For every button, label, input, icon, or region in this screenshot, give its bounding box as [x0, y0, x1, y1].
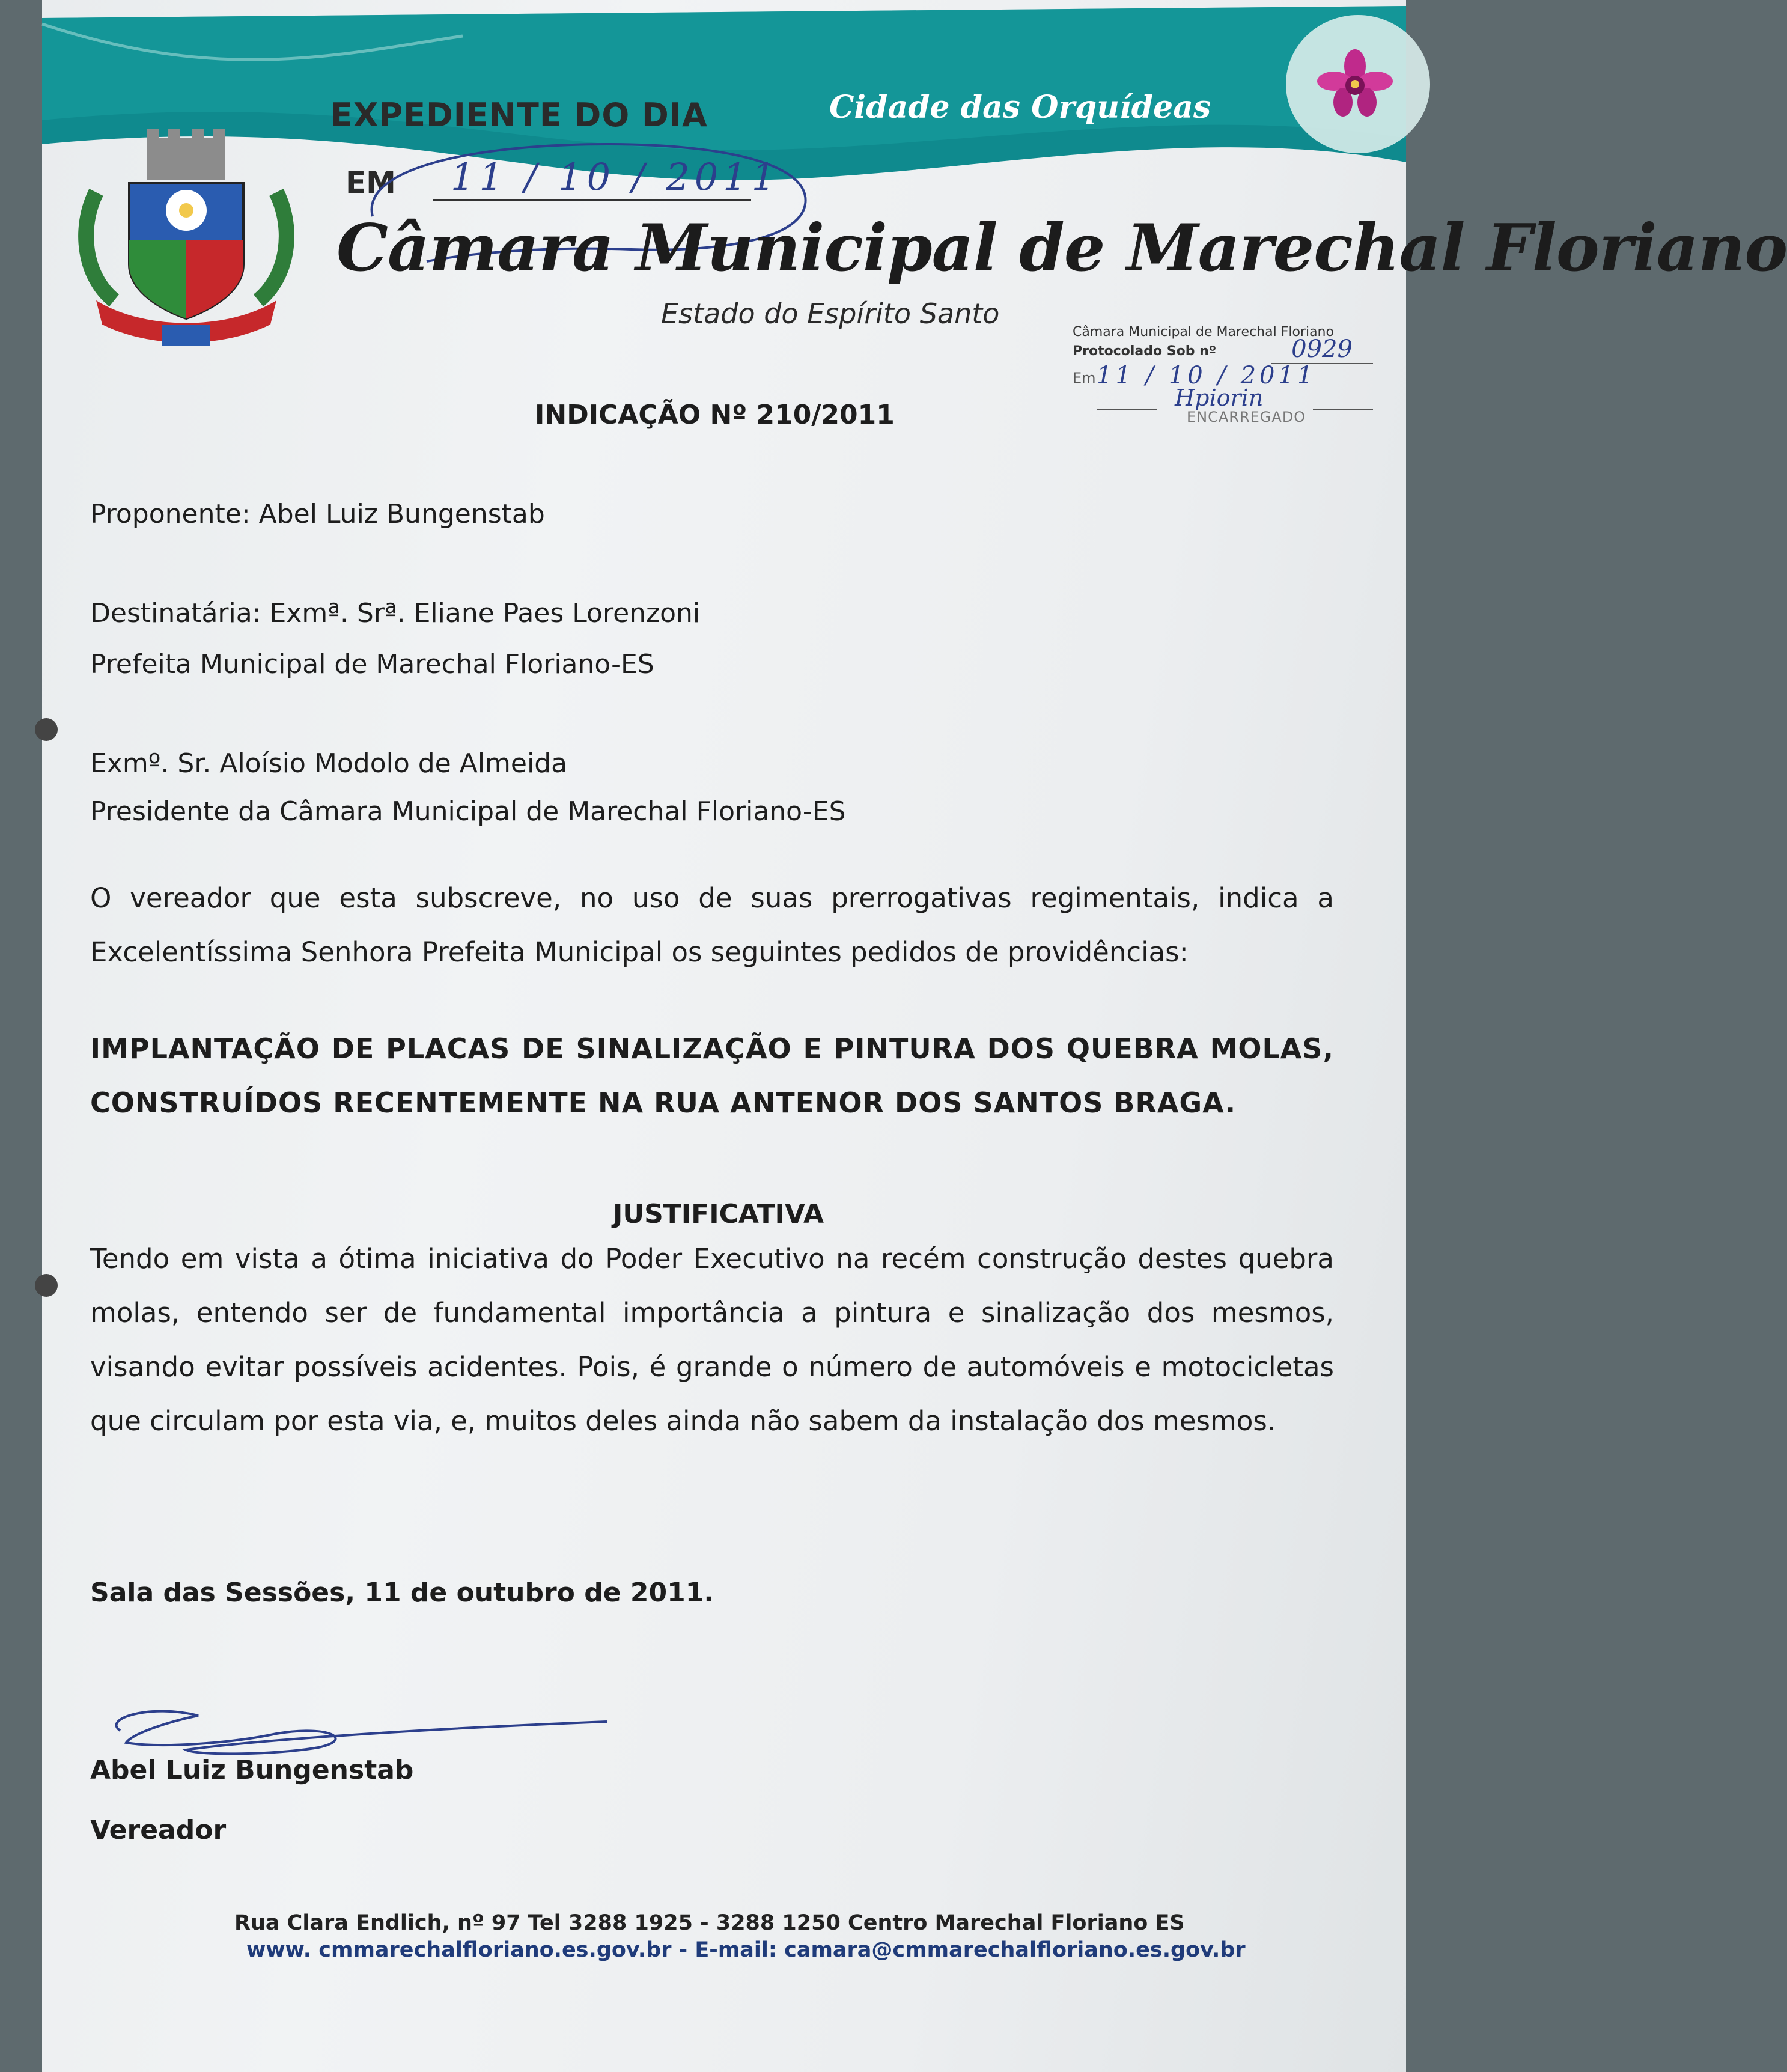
signer-name: Abel Luiz Bungenstab	[90, 1755, 414, 1785]
stamp-protocol-label: Protocolado Sob nº	[1073, 344, 1217, 359]
recipient-1-name: Destinatária: Exmª. Srª. Eliane Paes Lorenzoni	[90, 598, 701, 629]
stamp-role: ENCARREGADO	[1187, 409, 1306, 425]
request-paragraph: IMPLANTAÇÃO DE PLACAS DE SINALIZAÇÃO E PINTURA DOS QUEBRA MOLAS, CONSTRUÍDOS RECENTEMENTE NA RUA ANTENOR DOS SANTOS BRAGA.	[90, 1032, 1334, 1119]
recipient-2-name: Exmº. Sr. Aloísio Modolo de Almeida	[90, 748, 568, 779]
stamp-line	[1313, 409, 1373, 410]
municipal-coat-of-arms-icon	[72, 120, 300, 361]
closing-line: Sala das Sessões, 11 de outubro de 2011.	[90, 1577, 714, 1608]
intro-paragraph: O vereador que esta subscreve, no uso de suas prerrogativas regimentais, indica a Excelentíssima Senhora Prefeita Municipal os seguintes pedidos de providências:	[90, 882, 1334, 968]
punch-hole	[35, 718, 58, 741]
orchid-flower-icon	[1316, 48, 1394, 120]
stamp-signature: Hpiorin	[1175, 385, 1264, 411]
signer-role: Vereador	[90, 1815, 227, 1845]
chamber-name: Câmara Municipal de Marechal Floriano	[336, 210, 1787, 286]
handwritten-date: 11 / 10 / 2011	[433, 155, 751, 201]
footer-address: Rua Clara Endlich, nº 97 Tel 3288 1925 - 3288 1250 Centro Marechal Floriano ES	[234, 1911, 1185, 1935]
stamp-date: 11 / 10 / 2011	[1097, 362, 1317, 389]
document-page	[42, 0, 1787, 2072]
em-label: EM	[346, 165, 396, 200]
stamp-date-label: Em	[1073, 370, 1096, 386]
recipient-1-role: Prefeita Municipal de Marechal Floriano-ES	[90, 649, 654, 680]
protocol-stamp	[1073, 325, 1385, 445]
stamp-line	[1097, 409, 1157, 410]
footer-web-email: www. cmmarechalfloriano.es.gov.br - E-mail: camara@cmmarechalfloriano.es.gov.br	[246, 1938, 1246, 1962]
justification-paragraph: Tendo em vista a ótima iniciativa do Poder Executivo na recém construção destes quebra molas, entendo ser de fundamental importância a pintura e sinalização dos mesmos, visando evitar possíveis acidentes. Pois, é grande o número de automóveis e motocicletas que circulam por esta via, e, muitos deles ainda não sabem da instalação dos mesmos.	[90, 1243, 1334, 1437]
stamp-protocol-number: 0929	[1271, 335, 1373, 364]
state-name: Estado do Espírito Santo	[661, 297, 1000, 330]
proponent: Proponente: Abel Luiz Bungenstab	[90, 499, 545, 529]
document-title: INDICAÇÃO Nº 210/2011	[535, 400, 895, 430]
expediente-label: EXPEDIENTE DO DIA	[330, 96, 708, 134]
stamp-heading: Câmara Municipal de Marechal Floriano	[1073, 325, 1334, 340]
justification-heading: JUSTIFICATIVA	[613, 1199, 824, 1229]
city-slogan: Cidade das Orquídeas	[829, 89, 1211, 126]
recipient-2-role: Presidente da Câmara Municipal de Marechal Floriano-ES	[90, 796, 846, 827]
punch-hole	[35, 1274, 58, 1297]
